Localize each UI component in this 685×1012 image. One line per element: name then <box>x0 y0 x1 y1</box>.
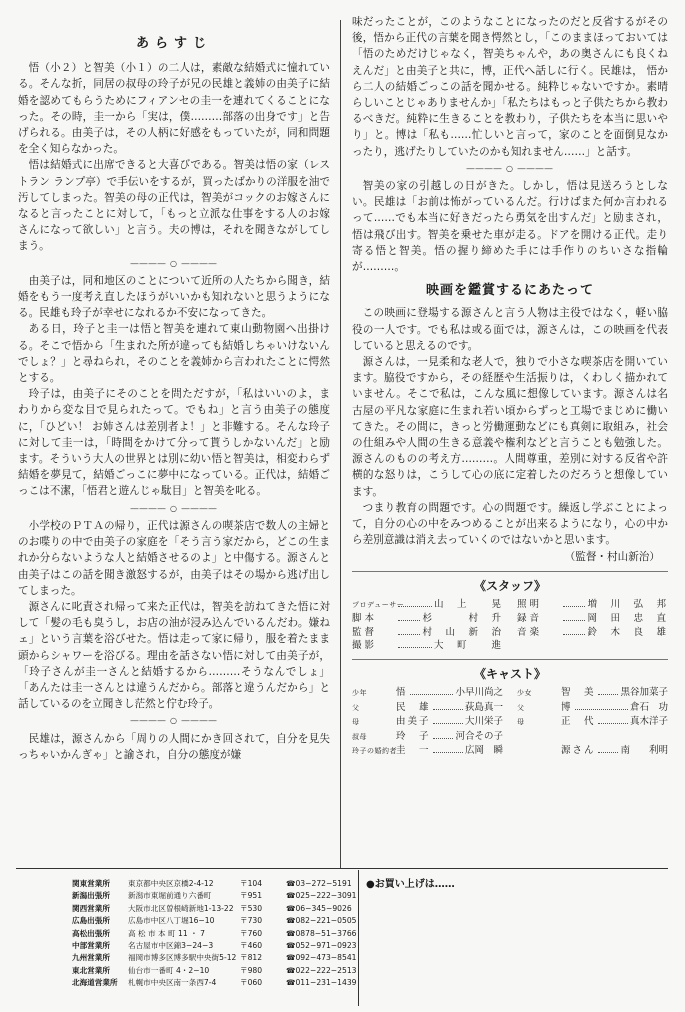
office-address: 新潟市東堀前通り六番町 <box>128 891 212 901</box>
cast-role: 叔母 <box>352 732 367 741</box>
leader-dots <box>433 738 454 739</box>
staff-name: 鈴 木 良 雄 <box>587 626 668 638</box>
cast-character: 正 代 <box>561 716 596 728</box>
staff-row <box>517 612 668 626</box>
cast-row-empty <box>517 730 668 745</box>
office-address: 名古屋市中区錦3−24−3 <box>128 941 214 951</box>
right-column <box>352 14 668 759</box>
office-name: 中部営業所 <box>72 941 110 951</box>
office-row <box>72 940 360 952</box>
leader-dots <box>410 694 454 695</box>
office-name: 新潟出張所 <box>72 891 110 901</box>
office-name: 関東営業所 <box>72 879 110 888</box>
cast-role: 少年 <box>352 689 367 698</box>
office-address: 札幌市中央区南一条西7-4 <box>128 978 217 988</box>
office-phone: ☎06−345−9026 <box>286 903 352 913</box>
office-phone: ☎052−971−0923 <box>286 941 357 951</box>
leader-dots <box>563 606 585 607</box>
office-list <box>72 878 360 990</box>
office-address: 福岡市博多区博多駅中央街5-12 <box>128 953 237 963</box>
viewing-notes-paragraph: 源さんは，一見柔和な老人で，独りで小さな喫茶店を開いています。脇役ですから，その経歴や生活振りは，くわしく描かれていません。そこで私は，こんな風に想像しています。源さんは名古屋の平凡な家庭に生まれ若い頃からずっと工場でまじめに働いてきた。その間に，きっと労働運動などにも真剣に取組み，社会の仕組みや人間の生きる意義や権利などと言うことも勉強した。源さんのものの考え方………。人間尊重，差別に対する反省や許横的な怒りは，こうして心の底に定着したのだろうと想像しています。 <box>352 356 668 498</box>
viewing-notes-title: 映画を鑑賞するにあたって <box>425 283 594 299</box>
viewing-notes-paragraph: この映画に登場する源さんと言う人物は主役ではなく，軽い脇役の一人です。でも私は或る面では，源さんは，この映画を代表していると思えるのです。 <box>352 307 668 352</box>
footer <box>0 868 685 1012</box>
cast-actor: 河合その子 <box>455 730 503 742</box>
cast-actor: 荻島真一 <box>464 701 503 713</box>
synopsis-paragraph: 民雄は，源さんから「周りの人間にかき回されて，自分を見失っちゃいかんぎゃ」と諭され，自分の態度が嫌 <box>18 732 330 761</box>
synopsis-paragraph: 智美の家の引越しの日がきた。しかし，悟は見送ろうとしない。民雄は「お前は怖がっているんだ。行けばまた何か言われるって……でも本当に好きだったら勇気を出すんだ」と励まされ，悟は飛び出す。智美を乗せた車が走る。ドアを開ける正代。走り寄る悟と智美。悟の握り締めた手には手作りのちいさな指輪が………。 <box>352 180 668 274</box>
synopsis-paragraph: 悟は結婚式に出席できると大喜びである。智美は悟の家（レストラン ランプ亭）で手伝いをするが，買ったばかりの洋服を油で汚してしまった。智美の母の正代は，智美がコックのお嫁さんになると言ったことに対して，「もっと立派な仕事をする人のお嫁さんになって欲しい」と言う。夫の博は，それを聞きながしてしまう。 <box>18 159 330 253</box>
office-address: 東京都中央区京橋2-4-12 <box>128 879 214 888</box>
cast-row <box>517 744 668 759</box>
office-postal: 〒760 <box>240 928 263 938</box>
office-name: 関西営業所 <box>72 903 110 913</box>
cast-actor: 小早川尚之 <box>455 687 503 699</box>
office-row <box>72 878 360 890</box>
section-divider: ―――― ○ ―――― <box>130 503 218 513</box>
synopsis-column <box>18 14 330 763</box>
cast-actor: 大川栄子 <box>464 716 503 728</box>
office-row <box>72 928 360 940</box>
leader-dots <box>563 634 585 635</box>
office-name: 北海道営業所 <box>72 978 118 988</box>
office-postal: 〒060 <box>240 978 263 988</box>
viewing-notes-paragraph: つまり教育の問題です。心の問題です。繰返し学ぶことによって，自分の心の中をみつめることが出来るようになり，心の中から差別意識は消え去っていくのではないかと思います。 <box>352 501 668 547</box>
leader-dots <box>598 752 619 753</box>
leader-dots <box>563 620 585 621</box>
office-phone: ☎03−272−5191 <box>286 879 352 888</box>
office-postal: 〒980 <box>240 965 263 975</box>
cast-actor: 真木洋子 <box>629 716 668 728</box>
cast-heading: 《キャスト》 <box>473 666 546 681</box>
cast-character: 博 <box>561 701 573 713</box>
staff-row <box>352 639 503 653</box>
leader-dots <box>433 752 463 753</box>
office-phone: ☎092−473−8541 <box>286 953 357 963</box>
synopsis-title: あらすじ <box>135 36 212 51</box>
section-divider: ―――― ○ ―――― <box>466 163 554 173</box>
cast-actor: 南 利明 <box>620 745 668 757</box>
staff-role: 照明 <box>517 598 543 610</box>
cast-row <box>352 730 503 745</box>
office-phone: ☎082−221−0505 <box>286 916 357 926</box>
cast-row <box>352 701 503 716</box>
leader-dots <box>433 723 463 724</box>
cast-actor: 黒谷加菜子 <box>620 687 668 699</box>
synopsis-paragraph: 味だったことが，このようなことになったのだと反省するがその後，悟から正代の言葉を聞き愕然とし，「このままほっておいては「悟のためだけじゃなく，智美ちゃんや，あの奥さんにも良くねえんだ」と由美子と共に，博，正代へ話しに行く。民雄は， 悟から二人の結婚ごっこの話を聞かせる。純粋じゃないですか。素晴らしいことじゃありませんか」「私たちはもっと子供たちから教わるべきだ。純粋に生きることを教わり，子供たちを本当に思いやり」と。博は「私も……忙しいと言って，家のことを面倒見なかったり，逃げたりしていたのかも知れません……」と話す。 <box>352 16 668 158</box>
synopsis-paragraph: 由美子は，同和地区のことについて近所の人たちから聞き，結婚をもう一度考え直したほうがいいかも知れないと思うようになる。民雄も玲子が幸せになれるか不安になってきた。 <box>18 274 330 320</box>
staff-heading: 《スタッフ》 <box>473 578 546 593</box>
cast-role: 父 <box>517 703 525 712</box>
leader-dots <box>598 694 619 695</box>
office-address: 高 松 市 本 町 11 ・ 7 <box>128 928 205 938</box>
staff-name: 大 町 進 <box>433 640 503 652</box>
cast-character: 民 雄 <box>396 701 431 713</box>
cast-role: 父 <box>352 703 360 712</box>
office-postal: 〒730 <box>240 916 263 926</box>
office-address: 広島市中区八丁堀16−10 <box>128 916 215 926</box>
office-name: 広島出張所 <box>72 916 110 926</box>
staff-role: プロデューサー <box>352 600 405 609</box>
cast-row <box>517 686 668 701</box>
cast-character: 圭 一 <box>396 745 431 757</box>
cast-list <box>352 686 668 759</box>
office-phone: ☎025−222−3091 <box>286 891 357 901</box>
rule <box>352 659 668 660</box>
cast-character: 玲 子 <box>396 730 431 742</box>
staff-role: 撮影 <box>352 640 378 652</box>
staff-row <box>352 598 503 613</box>
office-row <box>72 915 360 927</box>
leader-dots <box>398 620 420 621</box>
cast-character: 由美子 <box>396 716 431 728</box>
cast-character: 悟 <box>396 687 408 699</box>
cast-row <box>517 701 668 716</box>
purchase-label: ●お買い上げは…… <box>366 879 455 890</box>
office-row <box>72 965 360 977</box>
section-divider: ―――― ○ ―――― <box>130 716 218 726</box>
leader-dots <box>433 709 463 710</box>
cast-actor: 倉石 功 <box>629 701 668 713</box>
office-phone: ☎011−231−1439 <box>286 978 357 988</box>
cast-row <box>517 715 668 730</box>
staff-name: 増 川 弘 邦 <box>587 598 668 610</box>
cast-role: 母 <box>352 718 360 727</box>
staff-name: 杉 村 升 <box>422 613 503 625</box>
synopsis-paragraph: 小学校のＰＴＡの帰り，正代は源さんの喫茶店で数人の主婦とのお喋りの中で由美子の家庭を「そう言う家だから，どこの生まれか分らないような人と結婚させるのよ」と中傷する。源さんと由美子はこの話を聞き激怒するが，由美子はその場から逃げ出してしまった。 <box>18 519 330 597</box>
leader-dots <box>398 606 432 607</box>
staff-row <box>517 626 668 640</box>
synopsis-paragraph: ある日，玲子と圭一は悟と智美を連れて東山動物園へ出掛ける。そこで悟から「生まれた所が違っても結婚しちゃいけないんでしょ？」と尋ねられ，そのことを義姉から言われたことに愕然とする。 <box>18 323 330 385</box>
office-address: 仙台市一番町 4・2−10 <box>128 965 210 975</box>
staff-name: 山 上 晃 <box>433 598 503 610</box>
section-divider: ―――― ○ ―――― <box>130 258 218 268</box>
office-row <box>72 952 360 964</box>
cast-actor: 広岡 瞬 <box>464 745 503 757</box>
staff-role: 監督 <box>352 626 378 638</box>
leader-dots <box>598 723 628 724</box>
office-row <box>72 903 360 915</box>
cast-character: 智 美 <box>561 687 596 699</box>
office-postal: 〒812 <box>240 953 263 963</box>
office-postal: 〒460 <box>240 941 263 951</box>
office-address: 大阪市北区曽根崎新地1-13-22 <box>128 903 234 913</box>
staff-row <box>517 598 668 613</box>
staff-role: 脚本 <box>352 613 378 625</box>
office-row <box>72 977 360 989</box>
cast-role: 少女 <box>517 689 532 698</box>
synopsis-paragraph: 悟（小２）と智美（小１）の二人は，素敵な結婚式に憧れている。そんな折，同居の叔母の玲子が兄の民雄と義姉の由美子に結婚を認めてもらうためにフィアンセの圭一を連れてくることになった。その時，圭一から「実は，僕………部落の出身です」と告げられる。由美子は，その人柄に好感をもっていたが，同和問題を全く知らなかった。 <box>18 62 330 156</box>
office-name: 高松出張所 <box>72 928 110 938</box>
staff-row-empty <box>517 639 668 653</box>
leader-dots <box>398 647 432 648</box>
office-phone: ☎0878−51−3766 <box>286 928 357 938</box>
office-name: 九州営業所 <box>72 953 110 963</box>
office-postal: 〒530 <box>240 903 263 913</box>
office-name: 東北営業所 <box>72 965 110 975</box>
footer-rule <box>16 868 668 869</box>
cast-character: 源さん <box>561 745 596 757</box>
cast-row <box>352 686 503 701</box>
office-phone: ☎022−222−2513 <box>286 965 357 975</box>
office-postal: 〒104 <box>240 879 263 888</box>
rule <box>352 571 668 572</box>
staff-name: 村 山 新 治 <box>422 626 503 638</box>
director-credit: （監督・村山新治） <box>564 550 660 563</box>
cast-role: 母 <box>517 718 525 727</box>
staff-role: 録音 <box>517 613 543 625</box>
office-row <box>72 890 360 902</box>
cast-role: 玲子の婚約者 <box>352 747 397 756</box>
staff-row <box>352 612 503 626</box>
staff-role: 音楽 <box>517 626 543 638</box>
office-postal: 〒951 <box>240 891 263 901</box>
leader-dots <box>575 709 628 710</box>
synopsis-paragraph: 玲子は，由美子にそのことを問ただすが，「私はいいのよ，まわりから変な目で見られたって。でもね」と言う由美子の態度に，「ひどい！ お姉さんは差別者よ！」と非難する。そんな玲子に対して圭一は，「時間をかけて分って貰うしかないんだ」と励ます。そういう大人の世界とは別に幼い悟と智美は，相変わらず結婚を夢見て，結婚ごっこに夢中になっている。正代は，結婚ごっこは不潔，「悟君と遊んじゃ駄目」と智美を叱る。 <box>18 388 330 498</box>
column-divider <box>340 20 341 868</box>
staff-name: 岡 田 忠 直 <box>587 613 668 625</box>
staff-list <box>352 598 668 653</box>
staff-row <box>352 626 503 640</box>
leader-dots <box>398 634 420 635</box>
cast-row <box>352 715 503 730</box>
cast-row <box>352 744 503 759</box>
synopsis-paragraph: 源さんに叱責され帰って来た正代は，智美を訪ねてきた悟に対して「髪の毛も臭うし，お店の油が浸み込んでいるんだわ。嫌ねェ」という言葉を浴びせた。悟は走って家に帰り，服を着たまま頭からシャワーを浴びる。理由を話さない悟に対して由美子が，「玲子さんが圭一さんと結婚するから………そうなんでしょ」「あんたは圭一さんとは違うんだから。部落と違うんだから」と話しているのを立聞きし茫然と佇む玲子。 <box>18 600 330 711</box>
